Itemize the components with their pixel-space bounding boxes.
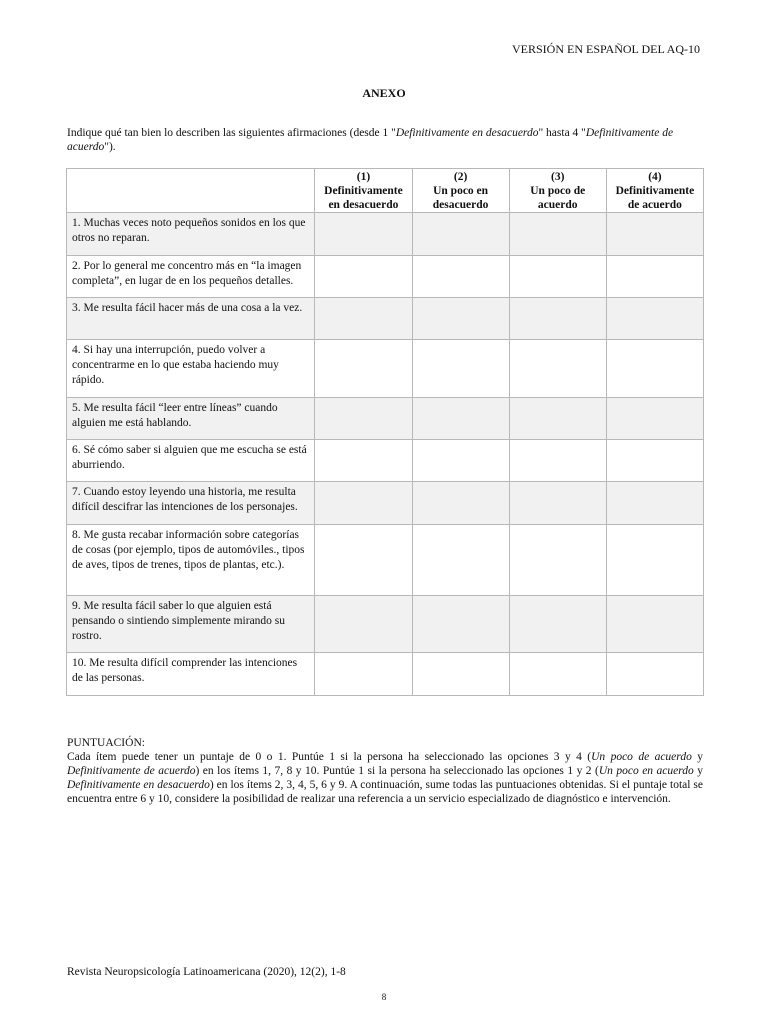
table-row	[67, 653, 704, 696]
item-text: 6. Sé cómo saber si alguien que me escucha se está aburriendo.	[67, 440, 315, 482]
answer-cell[interactable]	[412, 213, 509, 256]
instructions-text-1: Indique qué tan bien lo describen las siguientes afirmaciones (desde 1 "	[67, 127, 396, 139]
header-option-2: (2) Un poco en desacuerdo	[412, 169, 509, 213]
answer-cell[interactable]	[315, 653, 412, 696]
answer-cell[interactable]	[509, 440, 606, 482]
answer-cell[interactable]	[315, 256, 412, 298]
answer-cell[interactable]	[606, 256, 703, 298]
item-text: 7. Cuando estoy leyendo una historia, me resulta difícil descifrar las intenciones de los personajes.	[67, 482, 315, 525]
page-title: ANEXO	[362, 86, 406, 100]
item-text: 4. Si hay una interrupción, puedo volver a concentrarme en lo que estaba haciendo muy rápido.	[67, 340, 315, 398]
header-option-3: (3) Un poco de acuerdo	[509, 169, 606, 213]
answer-cell[interactable]	[412, 596, 509, 653]
answer-cell[interactable]	[606, 440, 703, 482]
answer-cell[interactable]	[509, 596, 606, 653]
header-option-4: (4) Definitivamente de acuerdo	[606, 169, 703, 213]
item-text: 8. Me gusta recabar información sobre categorías de cosas (por ejemplo, tipos de automóviles., tipos de aves, tipos de trenes, tipos de plantas, etc.).	[67, 525, 315, 596]
table-row	[67, 482, 704, 525]
instructions-paragraph	[67, 126, 703, 155]
instructions-text-3: ").	[104, 141, 116, 154]
answer-cell[interactable]	[412, 440, 509, 482]
table-row	[67, 440, 704, 482]
answer-cell[interactable]	[315, 398, 412, 440]
answer-cell[interactable]	[315, 298, 412, 340]
answer-cell[interactable]	[509, 213, 606, 256]
item-text: 10. Me resulta difícil comprender las intenciones de las personas.	[67, 653, 315, 696]
answer-cell[interactable]	[315, 596, 412, 653]
running-header: VERSIÓN EN ESPAÑOL DEL AQ-10	[511, 42, 700, 56]
table-row	[67, 596, 704, 653]
answer-cell[interactable]	[412, 653, 509, 696]
table-row	[67, 298, 704, 340]
scoring-heading: PUNTUACIÓN:	[67, 737, 145, 749]
page-number: 8	[381, 992, 387, 1002]
answer-cell[interactable]	[606, 398, 703, 440]
answer-cell[interactable]	[606, 298, 703, 340]
answer-cell[interactable]	[606, 596, 703, 653]
instructions-option-4: Definitivamente de acuerdo	[67, 127, 674, 154]
item-text: 9. Me resulta fácil saber lo que alguien está pensando o sintiendo simplemente mirando su rostro.	[67, 596, 315, 653]
questionnaire-table	[66, 168, 704, 696]
answer-cell[interactable]	[412, 340, 509, 398]
answer-cell[interactable]	[509, 653, 606, 696]
answer-cell[interactable]	[412, 398, 509, 440]
scoring-section	[67, 736, 703, 806]
answer-cell[interactable]	[412, 256, 509, 298]
footer-citation: Revista Neuropsicología Latinoamericana (2020), 12(2), 1-8	[67, 966, 346, 978]
answer-cell[interactable]	[315, 525, 412, 596]
scoring-paragraph: Cada ítem puede tener un puntaje de 0 o 1. Puntúe 1 si la persona ha seleccionado las opciones 3 y 4 (Un poco de acuerdo y Definitivamente de acuerdo) en los ítems 1, 7, 8 y 10. Puntúe 1 si la persona ha seleccionado las opciones 1 y 2 (Un poco en acuerdo y Definitivamente en desacuerdo) en los ítems 2, 3, 4, 5, 6 y 9. A continuación, sume todas las puntuaciones obtenidas. Si el puntaje total se encuentra entre 6 y 10, considere la posibilidad de realizar una referencia a un servicio especializado de diagnóstico e intervención.	[67, 751, 703, 806]
header-empty-cell	[67, 169, 315, 213]
item-text: 1. Muchas veces noto pequeños sonidos en los que otros no reparan.	[67, 213, 315, 256]
answer-cell[interactable]	[509, 525, 606, 596]
answer-cell[interactable]	[412, 482, 509, 525]
item-text: 2. Por lo general me concentro más en “la imagen completa”, en lugar de en los pequeños detalles.	[67, 256, 315, 298]
answer-cell[interactable]	[606, 213, 703, 256]
answer-cell[interactable]	[315, 482, 412, 525]
table-header-row	[67, 169, 704, 213]
answer-cell[interactable]	[315, 340, 412, 398]
table-row	[67, 340, 704, 398]
answer-cell[interactable]	[509, 482, 606, 525]
table-row	[67, 398, 704, 440]
item-text: 5. Me resulta fácil “leer entre líneas” cuando alguien me está hablando.	[67, 398, 315, 440]
answer-cell[interactable]	[412, 298, 509, 340]
answer-cell[interactable]	[606, 525, 703, 596]
answer-cell[interactable]	[509, 340, 606, 398]
answer-cell[interactable]	[509, 298, 606, 340]
answer-cell[interactable]	[509, 256, 606, 298]
answer-cell[interactable]	[606, 482, 703, 525]
instructions-text-2: " hasta 4 "	[538, 127, 586, 139]
answer-cell[interactable]	[412, 525, 509, 596]
answer-cell[interactable]	[606, 653, 703, 696]
answer-cell[interactable]	[509, 398, 606, 440]
table-row	[67, 256, 704, 298]
item-text: 3. Me resulta fácil hacer más de una cosa a la vez.	[67, 298, 315, 340]
answer-cell[interactable]	[315, 213, 412, 256]
answer-cell[interactable]	[315, 440, 412, 482]
answer-cell[interactable]	[606, 340, 703, 398]
table-row	[67, 213, 704, 256]
instructions-option-1: Definitivamente en desacuerdo	[395, 127, 539, 139]
table-row	[67, 525, 704, 596]
header-option-1: (1) Definitivamente en desacuerdo	[315, 169, 412, 213]
